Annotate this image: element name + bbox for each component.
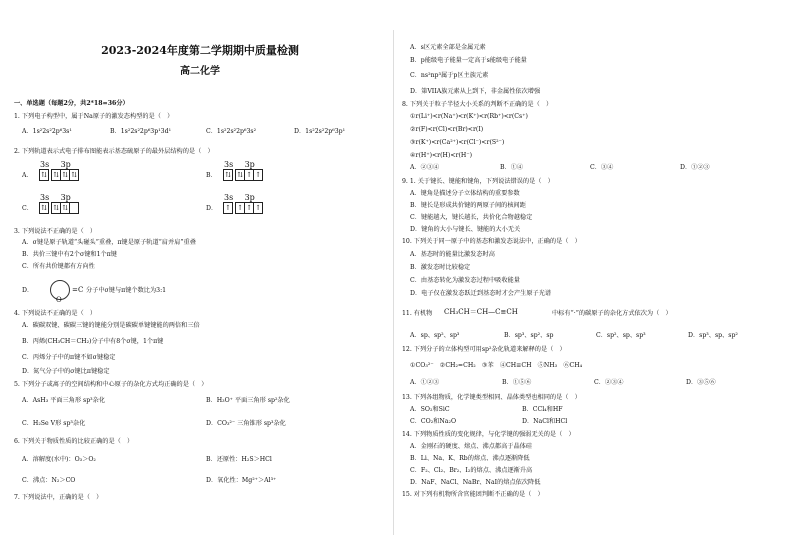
q9-option-a: A．键角是描述分子立体结构的重要参数 <box>410 190 520 197</box>
q3-option-d-text: 分子中σ键与π键个数比为3:1 <box>86 287 167 294</box>
q8-item-4: ④r(H⁺)<r(H)<r(H⁻) <box>410 152 472 159</box>
q4-option-b: B．丙烯(CH₃CH＝CH₂)分子中有8个σ键，1个π键 <box>22 338 164 345</box>
q8-stem: 8. 下列关于粒子半径大小关系的判断不正确的是（ ） <box>402 101 553 108</box>
q7-option-c: C．ns²np³属于p区主族元素 <box>410 72 489 79</box>
q4-option-a: A．碳碳双键、碳碳三键的键能分别是碳碳单键键能的两倍和三倍 <box>22 322 200 329</box>
q15-stem: 15. 对下列有机物所含官能团判断不正确的是（ ） <box>402 491 544 498</box>
q2-orbital-c: 3s ⇅ 3p ⇅ ⇅ <box>40 193 82 214</box>
q2-orbital-b: 3s ⇅ 3p ⇅ ↑ ↑ <box>224 160 266 181</box>
exam-title: 2023-2024年度第二学期期中质量检测 <box>101 44 299 57</box>
ring-oxygen-label: O <box>56 296 62 304</box>
column-divider <box>393 30 394 535</box>
exam-subject: 高二化学 <box>180 66 220 77</box>
q13-option-b: B．CCl₄和HF <box>522 406 563 413</box>
q6-option-c: C．沸点：N₂＞CO <box>22 477 76 484</box>
q2-option-a-label: A． <box>22 172 33 179</box>
q8-item-2: ②r(F)<r(Cl)<r(Br)<r(I) <box>410 126 484 133</box>
q6-option-d: D．氧化性：Mg²⁺＞Al³⁺ <box>206 477 277 484</box>
q1-option-a: A．1s²2s²2p⁶3s¹ <box>22 128 72 135</box>
q11-option-d: D．sp³、sp、sp² <box>688 332 738 339</box>
q12-option-a: A．①②③ <box>410 379 440 386</box>
q14-option-b: B．Li、Na、K、Rb的熔点、沸点逐渐降低 <box>410 455 530 462</box>
q9-option-d: D．键角的大小与键长、键能的大小无关 <box>410 226 521 233</box>
q1-options <box>22 128 345 136</box>
q12-option-c: C．②③④ <box>594 379 624 386</box>
q11-options <box>410 332 738 340</box>
s-label: 3s <box>40 193 50 202</box>
q3-option-a: A．σ键是原子轨道“头碰头”重叠，π键是原子轨道“肩并肩”重叠 <box>22 239 196 246</box>
q11-option-b: B．sp³、sp²、sp <box>504 332 554 339</box>
carbon-label: C <box>78 286 84 294</box>
q2-option-d-label: D． <box>206 205 218 212</box>
q14-option-a: A．金刚石的硬度、熔点、沸点都高于晶体硅 <box>410 443 533 450</box>
q5-option-a: A．AsH₃ 平面三角形 sp³杂化 <box>22 397 106 404</box>
q3-option-b: B．共价三键中有2个σ键和1个π键 <box>22 251 117 258</box>
q7-option-a: A．s区元素全部是金属元素 <box>410 44 486 51</box>
q12-option-d: D．③⑤⑥ <box>686 379 716 386</box>
q6-stem: 6. 下列关于物质性质的比较正确的是（ ） <box>14 438 134 445</box>
s-label: 3s <box>224 193 234 202</box>
q1-stem: 1. 下列电子构型中，属于Na原子的激发态构型的是（ ） <box>14 113 174 120</box>
q8-item-1: ①r(Li⁺)<r(Na⁺)<r(K⁺)<r(Rb⁺)<r(Cs⁺) <box>410 113 528 120</box>
q11-option-a: A．sp、sp²、sp³ <box>410 332 460 339</box>
q13-stem: 13. 下列各组物质，化学键类型相同、晶体类型也相同的是（ ） <box>402 394 581 401</box>
q6-option-b: B．还原性：H₂S＞HCl <box>206 456 272 463</box>
q8-option-b: B．①④ <box>500 164 524 171</box>
q5-option-c: C．H₂Se V形 sp³杂化 <box>22 420 86 427</box>
p-label: 3p <box>60 160 71 169</box>
p-label: 3p <box>244 193 255 202</box>
q4-stem: 4. 下列说法不正确的是（ ） <box>14 310 97 317</box>
q11-stem-suffix: 中标有“·”的碳原子的杂化方式依次为（ ） <box>552 310 672 317</box>
q5-stem: 5. 下列分子或离子的空间结构和中心原子的杂化方式均正确的是（ ） <box>14 381 208 388</box>
q7-stem: 7. 下列说法中，正确的是（ ） <box>14 494 103 501</box>
q12-items: ①CO₃²⁻ ②CH₂=CH₂ ③苯 ④CH≡CH ⑤NH₃ ⑥CH₄ <box>410 362 583 369</box>
q5-option-d: D．CO₃²⁻ 三角锥形 sp³杂化 <box>206 420 286 427</box>
q14-option-c: C．F₂、Cl₂、Br₂、I₂的熔点、沸点逐渐升高 <box>410 467 533 474</box>
double-bond-sign: = <box>72 286 78 294</box>
q2-option-c-label: C． <box>22 205 33 212</box>
q4-option-d: D．氮气分子中的σ键比π键稳定 <box>22 368 110 375</box>
q2-option-b-label: B． <box>206 172 217 179</box>
q14-option-d: D．NaF、NaCl、NaBr、NaI的熔点依次降低 <box>410 479 541 486</box>
q2-stem: 2. 下列轨道表示式电子排布图能表示基态硫原子的最外层结构的是（ ） <box>14 148 214 155</box>
s-label: 3s <box>40 160 50 169</box>
section-heading: 一、单选题（每题2分，共2*18=36分） <box>14 100 129 107</box>
q2-orbital-a: 3s ⇅ 3p ⇅ ⇅ ⇅ <box>40 160 82 181</box>
q9-stem: 9. 1. 关于键长、键能和键角，下列说法错误的是（ ） <box>402 178 554 185</box>
q1-option-c: C．1s²2s²2p⁶3s² <box>206 128 257 135</box>
q1-option-d: D．1s²2s²2p⁶3p¹ <box>294 128 346 135</box>
q12-options <box>410 379 716 387</box>
q1-option-b: B．1s²2s²2p⁶3p¹3d¹ <box>110 128 172 135</box>
q7-option-b: B．p能级电子能量一定高于s能级电子能量 <box>410 57 527 64</box>
q6-option-a: A．溶解度(水中)：O₃＞O₂ <box>22 456 96 463</box>
q12-option-b: B．①⑤⑥ <box>502 379 532 386</box>
q2-orbital-d: 3s ↑ 3p ↑ ↑ ↑ <box>224 193 266 214</box>
p-label: 3p <box>60 193 71 202</box>
q13-option-d: D．NaCl和HCl <box>522 418 568 425</box>
p-label: 3p <box>244 160 255 169</box>
q14-stem: 14. 下列物质性质的变化规律，与化学键的强弱无关的是（ ） <box>402 431 575 438</box>
q10-option-b: B．激发态时比较稳定 <box>410 264 471 271</box>
q3-stem: 3. 下列说法不正确的是（ ） <box>14 228 97 235</box>
s-label: 3s <box>224 160 234 169</box>
q10-option-d: D．电子仅在激发态跃迁到基态时才会产生原子光谱 <box>410 290 552 297</box>
q8-option-a: A．②③④ <box>410 164 440 171</box>
q11-stem-prefix: 11. 有机物 <box>402 310 433 317</box>
q10-stem: 10. 下列关于同一原子中的基态和激发态说法中，正确的是（ ） <box>402 238 581 245</box>
q5-option-b: B．H₃O⁺ 平面三角形 sp²杂化 <box>206 397 290 404</box>
q4-option-c: C．丙烯分子中的π键不如σ键稳定 <box>22 354 116 361</box>
q8-item-3: ③r(K⁺)<r(Ca²⁺)<r(Cl⁻)<r(S²⁻) <box>410 139 505 146</box>
q13-option-c: C．CO₂和Na₂O <box>410 418 457 425</box>
q9-option-c: C．键能越大，键长越长，共价化合物越稳定 <box>410 214 533 221</box>
q12-stem: 12. 下列分子的立体构型可用sp²杂化轨道来解释的是（ ） <box>402 346 566 353</box>
q3-option-c: C．所有共价键都有方向性 <box>22 263 95 270</box>
q10-option-a: A．基态时的能量比激发态时高 <box>410 251 495 258</box>
q10-option-c: C．由基态转化为激发态过程中吸收能量 <box>410 277 520 284</box>
q3-option-d-label: D． <box>22 287 34 294</box>
q7-option-d: D．第VIIA族元素从上到下，非金属性依次增强 <box>410 88 541 95</box>
q9-option-b: B．键长是形成共价键的两原子间的核间距 <box>410 202 526 209</box>
q11-formula: CH₃CH＝CH—C≡CH <box>444 308 518 316</box>
q8-options <box>410 164 710 172</box>
q8-option-c: C．③④ <box>590 164 614 171</box>
q11-option-c: C．sp²、sp、sp³ <box>596 332 646 339</box>
q8-option-d: D．①②③ <box>680 164 710 171</box>
q13-option-a: A．SO₂和SiC <box>410 406 450 413</box>
